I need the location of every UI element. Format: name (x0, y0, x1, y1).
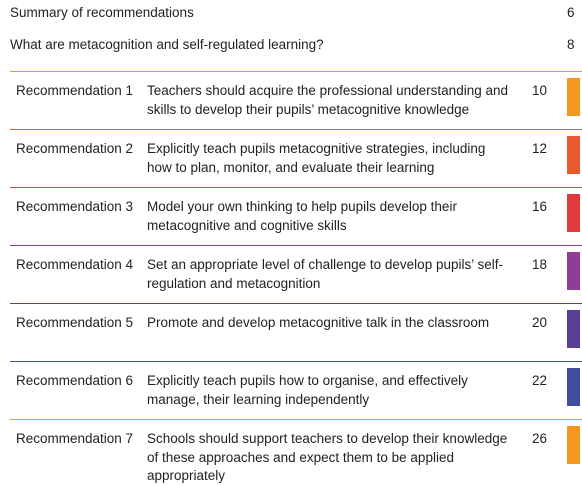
recommendation-5[interactable] (10, 303, 582, 358)
recommendation-6[interactable] (10, 361, 582, 416)
recommendation-page: 16 (532, 199, 548, 214)
recommendation-label: Recommendation 3 (16, 199, 134, 214)
recommendation-label: Recommendation 6 (16, 373, 134, 388)
toc-entry-page: 8 (567, 37, 575, 52)
recommendation-page: 12 (532, 141, 548, 156)
toc-entry-label: Summary of recommendations (10, 5, 194, 20)
recommendation-label: Recommendation 4 (16, 257, 134, 272)
recommendation-page: 10 (532, 83, 548, 98)
recommendation-label: Recommendation 2 (16, 141, 134, 156)
recommendation-label: Recommendation 7 (16, 431, 134, 446)
color-bar (567, 252, 580, 290)
recommendation-text: Promote and develop metacognitive talk in the classroom (147, 315, 490, 330)
recommendation-4[interactable] (10, 245, 582, 300)
color-bar (567, 136, 580, 174)
color-bar (567, 368, 580, 406)
recommendation-label: Recommendation 1 (16, 83, 134, 98)
color-bar (567, 310, 580, 348)
recommendation-label: Recommendation 5 (16, 315, 134, 330)
recommendation-2[interactable] (10, 129, 582, 184)
recommendation-7[interactable] (10, 419, 582, 483)
color-bar (567, 426, 580, 464)
recommendation-page: 26 (532, 431, 548, 446)
recommendation-3[interactable] (10, 187, 582, 242)
recommendation-page: 18 (532, 257, 548, 272)
recommendation-text: Schools should support teachers to develop their knowledge of these approaches and expect them to be applied appropriately (147, 431, 508, 483)
recommendation-text: Model your own thinking to help pupils develop their metacognitive and cognitive skills (147, 199, 457, 233)
color-bar (567, 194, 580, 232)
recommendation-page: 22 (532, 373, 548, 388)
recommendation-text: Explicitly teach pupils how to organise, and effectively manage, their learning independently (147, 373, 468, 407)
recommendation-text: Explicitly teach pupils metacognitive strategies, including how to plan, monitor, and evaluate their learning (147, 141, 486, 175)
recommendation-text: Set an appropriate level of challenge to develop pupils’ self-regulation and metacognition (147, 257, 503, 291)
toc-entry-label: What are metacognition and self-regulated learning? (10, 37, 324, 52)
recommendation-text: Teachers should acquire the professional understanding and skills to develop their pupils’ metacognitive knowledge (147, 83, 508, 117)
recommendation-1[interactable] (10, 71, 582, 126)
color-bar (567, 78, 580, 116)
recommendation-page: 20 (532, 315, 548, 330)
toc-entry-page: 6 (567, 5, 575, 20)
